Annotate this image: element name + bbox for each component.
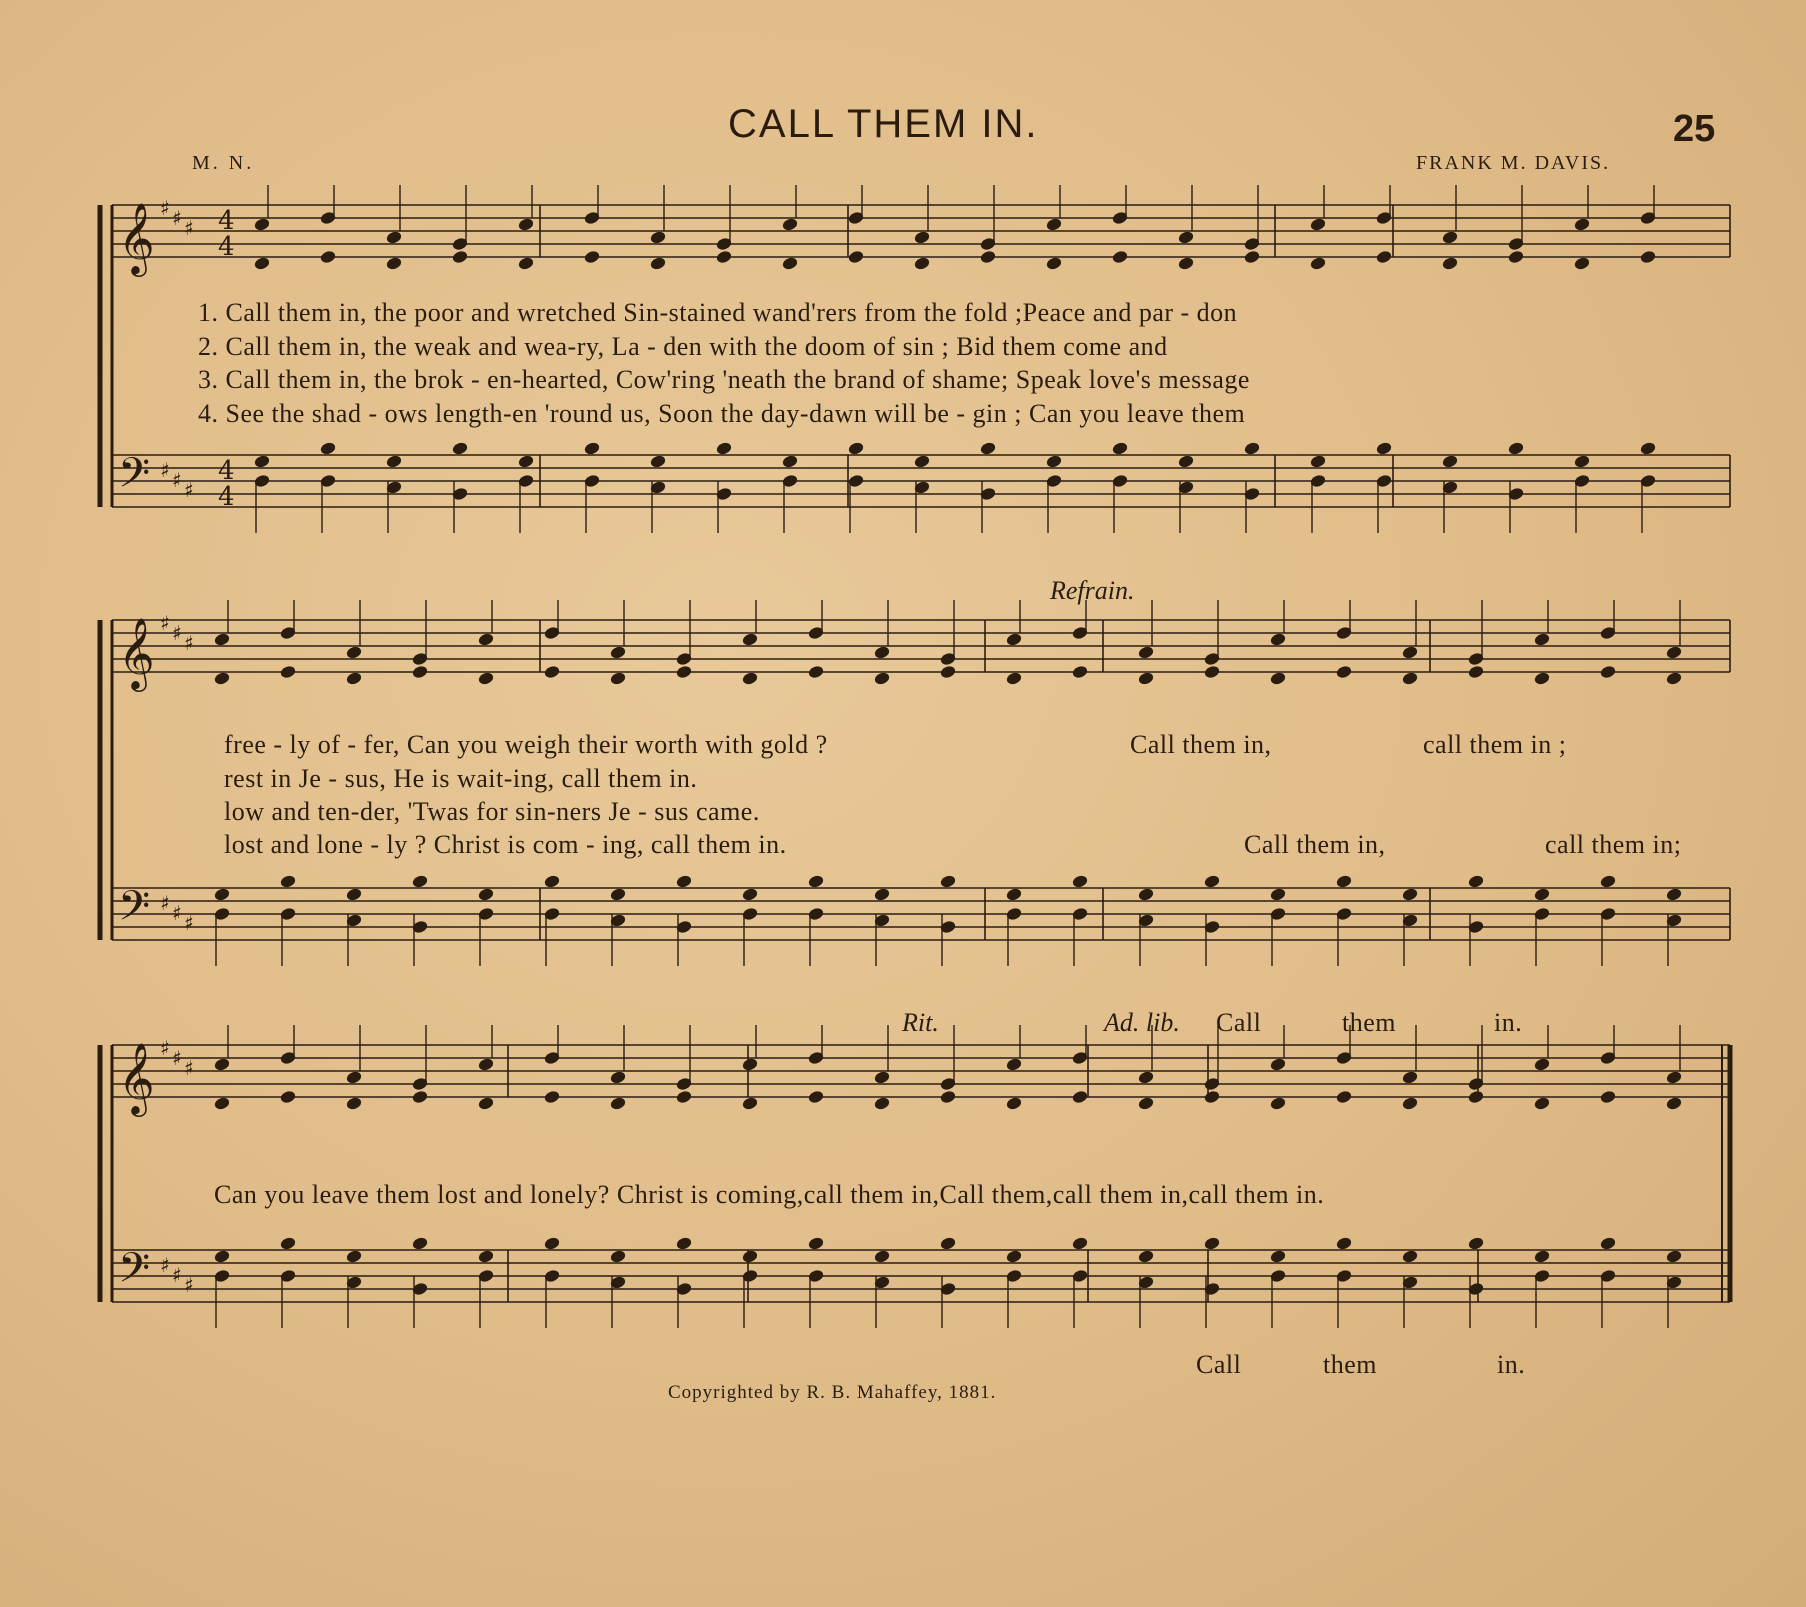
key-sharp: ♯ bbox=[184, 911, 194, 935]
note-head bbox=[1244, 442, 1259, 455]
note-head bbox=[1204, 1091, 1219, 1104]
note-head bbox=[610, 646, 625, 659]
note-head bbox=[1138, 672, 1153, 685]
note-head bbox=[346, 1250, 361, 1263]
note-head bbox=[346, 1097, 361, 1110]
note-head bbox=[346, 1071, 361, 1084]
note-head bbox=[280, 875, 295, 888]
note-head bbox=[610, 1097, 625, 1110]
key-sharp: ♯ bbox=[184, 1273, 194, 1297]
note-head bbox=[478, 1250, 493, 1263]
note-head bbox=[254, 455, 269, 468]
note-head bbox=[1178, 231, 1193, 244]
note-head bbox=[1534, 633, 1549, 646]
note-head bbox=[1534, 1058, 1549, 1071]
note-head bbox=[1666, 1250, 1681, 1263]
ad-lib-marking: Ad. lib. bbox=[1104, 1008, 1180, 1037]
note-head bbox=[1072, 875, 1087, 888]
note-head bbox=[1666, 1071, 1681, 1084]
note-head bbox=[1600, 666, 1615, 679]
note-head bbox=[214, 1097, 229, 1110]
note-head bbox=[1270, 888, 1285, 901]
note-head bbox=[1402, 1250, 1417, 1263]
note-head bbox=[214, 633, 229, 646]
note-head bbox=[544, 875, 559, 888]
note-head bbox=[1112, 251, 1127, 264]
note-head bbox=[1138, 1097, 1153, 1110]
page-title: CALL THEM IN. bbox=[728, 102, 1039, 146]
note-head bbox=[610, 1071, 625, 1084]
note-head bbox=[1574, 455, 1589, 468]
note-head bbox=[1006, 633, 1021, 646]
note-head bbox=[478, 1058, 493, 1071]
note-head bbox=[1666, 672, 1681, 685]
note-head bbox=[874, 1071, 889, 1084]
note-head bbox=[1138, 1250, 1153, 1263]
note-head bbox=[1138, 646, 1153, 659]
treble-clef: 𝄞 bbox=[118, 1041, 155, 1114]
key-sharp: ♯ bbox=[184, 631, 194, 655]
verse-1-line: 1. Call them in, the poor and wretched Sin-stained wand'rers from the fold ;Peace and par - don bbox=[198, 298, 1238, 327]
key-sharp: ♯ bbox=[184, 1056, 194, 1080]
note-head bbox=[1640, 251, 1655, 264]
key-sharp: ♯ bbox=[172, 621, 182, 645]
note-head bbox=[1666, 1097, 1681, 1110]
bass-clef: 𝄢 bbox=[118, 1244, 151, 1302]
verse-4-line: 4. See the shad - ows length-en 'round us, Soon the day-dawn will be - gin ; Can you leave them bbox=[198, 399, 1246, 428]
note-head bbox=[1244, 251, 1259, 264]
note-head bbox=[610, 1250, 625, 1263]
note-head bbox=[452, 251, 467, 264]
note-head bbox=[1666, 646, 1681, 659]
bass-lyric-in: in. bbox=[1497, 1350, 1526, 1379]
note-head bbox=[1534, 1097, 1549, 1110]
note-head bbox=[1574, 218, 1589, 231]
refrain-lyric-bottom-2: call them in; bbox=[1545, 830, 1682, 859]
note-head bbox=[412, 666, 427, 679]
note-head bbox=[346, 672, 361, 685]
note-head bbox=[1336, 875, 1351, 888]
note-head bbox=[346, 888, 361, 901]
note-head bbox=[1138, 1071, 1153, 1084]
note-head bbox=[914, 455, 929, 468]
bass-lyric-them: them bbox=[1323, 1350, 1377, 1379]
note-head bbox=[1270, 1097, 1285, 1110]
note-head bbox=[676, 875, 691, 888]
note-head bbox=[1376, 442, 1391, 455]
note-head bbox=[544, 666, 559, 679]
note-head bbox=[1072, 1091, 1087, 1104]
note-head bbox=[676, 1237, 691, 1250]
note-head bbox=[980, 251, 995, 264]
treble-clef: 𝄞 bbox=[118, 616, 155, 689]
note-head bbox=[650, 257, 665, 270]
note-head bbox=[874, 1250, 889, 1263]
note-head bbox=[808, 666, 823, 679]
note-head bbox=[1468, 875, 1483, 888]
time-signature: 4 bbox=[218, 456, 235, 486]
note-head bbox=[1468, 1237, 1483, 1250]
note-head bbox=[1006, 1250, 1021, 1263]
key-sharp: ♯ bbox=[184, 478, 194, 502]
key-sharp: ♯ bbox=[172, 1263, 182, 1287]
note-head bbox=[386, 455, 401, 468]
note-head bbox=[386, 257, 401, 270]
bass-lyric-call: Call bbox=[1196, 1350, 1242, 1379]
note-head bbox=[1442, 455, 1457, 468]
note-head bbox=[874, 672, 889, 685]
note-head bbox=[874, 1097, 889, 1110]
note-head bbox=[742, 1058, 757, 1071]
note-head bbox=[518, 455, 533, 468]
note-head bbox=[742, 672, 757, 685]
note-head bbox=[808, 875, 823, 888]
note-head bbox=[1336, 1237, 1351, 1250]
note-head bbox=[782, 257, 797, 270]
verse-2-cont: rest in Je - sus, He is wait-ing, call them in. bbox=[224, 764, 698, 793]
note-head bbox=[940, 875, 955, 888]
note-head bbox=[676, 1091, 691, 1104]
closing-lyric: Can you leave them lost and lonely? Christ is coming,call them in,Call them,call them in,call them in. bbox=[214, 1180, 1325, 1209]
refrain-lyric-top-1: Call them in, bbox=[1130, 730, 1272, 759]
note-head bbox=[914, 231, 929, 244]
note-head bbox=[214, 888, 229, 901]
note-head bbox=[716, 442, 731, 455]
note-head bbox=[584, 442, 599, 455]
note-head bbox=[914, 257, 929, 270]
note-head bbox=[940, 1091, 955, 1104]
bass-clef: 𝄢 bbox=[118, 449, 151, 507]
note-head bbox=[544, 1091, 559, 1104]
note-head bbox=[280, 1237, 295, 1250]
note-head bbox=[478, 1097, 493, 1110]
note-head bbox=[1046, 218, 1061, 231]
verse-1-cont: free - ly of - fer, Can you weigh their worth with gold ? bbox=[224, 730, 828, 759]
note-head bbox=[254, 218, 269, 231]
note-head bbox=[1204, 875, 1219, 888]
note-head bbox=[1204, 1237, 1219, 1250]
key-sharp: ♯ bbox=[160, 1036, 170, 1060]
note-head bbox=[1468, 1091, 1483, 1104]
note-head bbox=[716, 251, 731, 264]
note-head bbox=[214, 1058, 229, 1071]
note-head bbox=[1310, 257, 1325, 270]
note-head bbox=[478, 888, 493, 901]
verse-3-line: 3. Call them in, the brok - en-hearted, Cow'ring 'neath the brand of shame; Speak love's message bbox=[198, 365, 1250, 394]
note-head bbox=[782, 218, 797, 231]
note-head bbox=[676, 666, 691, 679]
note-head bbox=[214, 1250, 229, 1263]
time-signature: 4 bbox=[218, 482, 235, 512]
note-head bbox=[1046, 455, 1061, 468]
note-head bbox=[1072, 1237, 1087, 1250]
note-head bbox=[742, 1097, 757, 1110]
note-head bbox=[1178, 455, 1193, 468]
page-number: 25 bbox=[1673, 108, 1716, 150]
note-head bbox=[1336, 1091, 1351, 1104]
note-head bbox=[650, 455, 665, 468]
note-head bbox=[1442, 257, 1457, 270]
time-signature: 4 bbox=[218, 232, 235, 262]
top-lyric-call: Call bbox=[1216, 1008, 1262, 1037]
note-head bbox=[544, 1237, 559, 1250]
note-head bbox=[1640, 442, 1655, 455]
key-sharp: ♯ bbox=[160, 611, 170, 635]
composer-credit: FRANK M. DAVIS. bbox=[1416, 152, 1611, 174]
note-head bbox=[1006, 888, 1021, 901]
note-head bbox=[1270, 1058, 1285, 1071]
key-sharp: ♯ bbox=[160, 196, 170, 220]
note-head bbox=[1006, 1058, 1021, 1071]
note-head bbox=[214, 672, 229, 685]
key-sharp: ♯ bbox=[160, 1253, 170, 1277]
note-head bbox=[1600, 875, 1615, 888]
note-head bbox=[452, 442, 467, 455]
note-head bbox=[518, 257, 533, 270]
note-head bbox=[980, 442, 995, 455]
key-sharp: ♯ bbox=[160, 891, 170, 915]
note-head bbox=[1046, 257, 1061, 270]
note-head bbox=[940, 666, 955, 679]
note-head bbox=[1310, 455, 1325, 468]
treble-clef: 𝄞 bbox=[118, 201, 155, 274]
note-head bbox=[320, 251, 335, 264]
note-head bbox=[848, 442, 863, 455]
note-head bbox=[1402, 672, 1417, 685]
copyright-notice: Copyrighted by R. B. Mahaffey, 1881. bbox=[668, 1382, 997, 1403]
note-head bbox=[412, 1237, 427, 1250]
note-head bbox=[1310, 218, 1325, 231]
note-head bbox=[412, 1091, 427, 1104]
note-head bbox=[584, 251, 599, 264]
note-head bbox=[386, 231, 401, 244]
note-head bbox=[848, 251, 863, 264]
note-head bbox=[1270, 633, 1285, 646]
note-head bbox=[1402, 646, 1417, 659]
note-head bbox=[1534, 1250, 1549, 1263]
note-head bbox=[1178, 257, 1193, 270]
note-head bbox=[320, 442, 335, 455]
note-head bbox=[1336, 666, 1351, 679]
key-sharp: ♯ bbox=[172, 901, 182, 925]
note-head bbox=[1534, 888, 1549, 901]
key-sharp: ♯ bbox=[184, 216, 194, 240]
note-head bbox=[874, 646, 889, 659]
note-head bbox=[742, 1250, 757, 1263]
note-head bbox=[808, 1091, 823, 1104]
note-head bbox=[412, 875, 427, 888]
note-head bbox=[346, 646, 361, 659]
rit-marking: Rit. bbox=[902, 1008, 939, 1037]
note-head bbox=[1112, 442, 1127, 455]
verse-4-cont: lost and lone - ly ? Christ is com - ing, call them in. bbox=[224, 830, 787, 859]
note-head bbox=[518, 218, 533, 231]
note-head bbox=[1270, 672, 1285, 685]
note-head bbox=[1402, 888, 1417, 901]
refrain-lyric-bottom-1: Call them in, bbox=[1244, 830, 1386, 859]
note-head bbox=[940, 1237, 955, 1250]
note-head bbox=[1270, 1250, 1285, 1263]
note-head bbox=[874, 888, 889, 901]
note-head bbox=[650, 231, 665, 244]
note-head bbox=[280, 666, 295, 679]
note-head bbox=[1402, 1097, 1417, 1110]
key-sharp: ♯ bbox=[160, 458, 170, 482]
note-head bbox=[1600, 1091, 1615, 1104]
note-head bbox=[742, 888, 757, 901]
note-head bbox=[1138, 888, 1153, 901]
note-head bbox=[782, 455, 797, 468]
note-head bbox=[1574, 257, 1589, 270]
note-head bbox=[1534, 672, 1549, 685]
note-head bbox=[1468, 666, 1483, 679]
top-lyric-in: in. bbox=[1494, 1008, 1523, 1037]
note-head bbox=[1006, 1097, 1021, 1110]
verse-3-cont: low and ten-der, 'Twas for sin-ners Je - sus came. bbox=[224, 797, 760, 826]
note-head bbox=[1600, 1237, 1615, 1250]
note-head bbox=[808, 1237, 823, 1250]
lyricist-credit: M. N. bbox=[192, 152, 255, 174]
note-head bbox=[1072, 666, 1087, 679]
note-head bbox=[1442, 231, 1457, 244]
key-sharp: ♯ bbox=[172, 206, 182, 230]
note-head bbox=[1402, 1071, 1417, 1084]
note-head bbox=[1006, 672, 1021, 685]
bass-clef: 𝄢 bbox=[118, 882, 151, 940]
note-head bbox=[610, 672, 625, 685]
refrain-marking: Refrain. bbox=[1050, 576, 1135, 605]
note-head bbox=[1376, 251, 1391, 264]
note-head bbox=[1204, 666, 1219, 679]
note-head bbox=[478, 672, 493, 685]
note-head bbox=[478, 633, 493, 646]
note-head bbox=[1666, 888, 1681, 901]
note-head bbox=[254, 257, 269, 270]
refrain-lyric-top-2: call them in ; bbox=[1423, 730, 1567, 759]
verse-2-line: 2. Call them in, the weak and wea-ry, La - den with the doom of sin ; Bid them come and bbox=[198, 332, 1168, 361]
note-head bbox=[742, 633, 757, 646]
note-head bbox=[1508, 251, 1523, 264]
time-signature: 4 bbox=[218, 206, 235, 236]
top-lyric-them: them bbox=[1342, 1008, 1396, 1037]
note-head bbox=[280, 1091, 295, 1104]
note-head bbox=[610, 888, 625, 901]
key-sharp: ♯ bbox=[172, 468, 182, 492]
note-head bbox=[1508, 442, 1523, 455]
key-sharp: ♯ bbox=[172, 1046, 182, 1070]
